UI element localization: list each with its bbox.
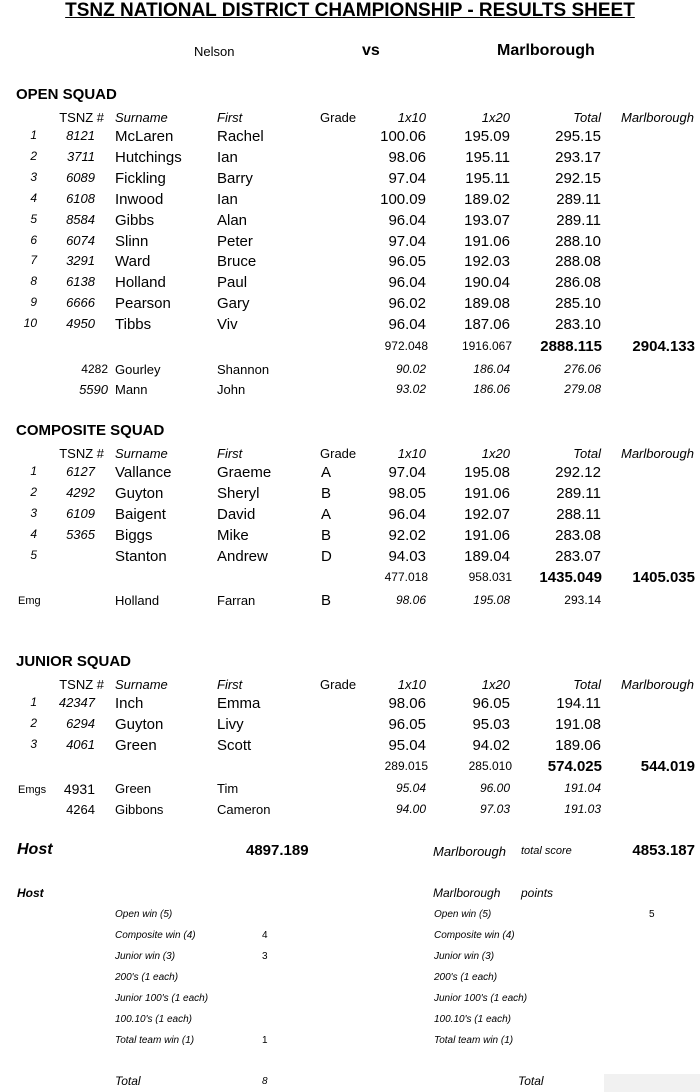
score-1x20: 96.05 <box>472 695 510 712</box>
col-1x10: 1x10 <box>397 110 426 125</box>
sum-1x20: 285.010 <box>468 759 512 773</box>
emergency-first-name: Shannon <box>217 362 270 377</box>
opponent-total-score: 4853.187 <box>632 842 695 859</box>
emergency-total: 293.14 <box>564 593 601 607</box>
col-tsnz: TSNZ # <box>59 110 104 125</box>
col-tsnz: TSNZ # <box>59 677 104 692</box>
total-score: 289.11 <box>556 190 601 208</box>
row-number: 4 <box>30 526 37 541</box>
score-1x20: 195.09 <box>464 128 510 145</box>
first-name: Paul <box>217 274 248 292</box>
points-opponent-label: Marlborough <box>433 886 501 900</box>
sum-total: 574.025 <box>547 758 602 775</box>
score-1x10: 100.06 <box>380 128 426 145</box>
tsnz-number: 6294 <box>66 716 95 731</box>
opponent-total: 2904.133 <box>632 338 695 355</box>
row-number: 1 <box>30 464 37 478</box>
surname: Slinn <box>115 232 149 250</box>
score-1x10: 100.09 <box>380 190 426 208</box>
points-criterion: Junior win (3) <box>434 951 495 962</box>
host-points-total: 8 <box>262 1076 268 1087</box>
emergency-surname: Green <box>115 781 152 796</box>
emergency-surname: Gourley <box>115 362 161 377</box>
col-tsnz: TSNZ # <box>59 446 104 461</box>
surname: Ward <box>115 253 151 271</box>
emergency-label: Emg <box>18 595 41 607</box>
row-number: 2 <box>30 148 37 163</box>
row-number: 6 <box>30 232 37 247</box>
points-criterion: 200's (1 each) <box>115 972 179 983</box>
score-1x20: 195.11 <box>465 169 510 187</box>
emergency-tsnz: 4264 <box>66 802 95 817</box>
points-total-label: Total <box>115 1074 141 1088</box>
row-number: 5 <box>30 211 37 226</box>
surname: Inwood <box>115 190 164 208</box>
score-1x20: 189.08 <box>464 295 510 313</box>
score-1x20: 189.02 <box>464 190 510 208</box>
first-name: Bruce <box>217 253 257 271</box>
total-score: 295.15 <box>555 128 601 145</box>
points-criterion: Open win (5) <box>115 909 173 920</box>
col-grade: Grade <box>320 110 357 125</box>
grade: D <box>321 547 332 565</box>
emergency-1x10: 94.00 <box>395 802 426 816</box>
first-name: Emma <box>217 695 261 712</box>
score-1x20: 192.07 <box>464 505 510 523</box>
row-number: 2 <box>30 716 37 730</box>
col-first: First <box>217 446 243 461</box>
points-criterion: Junior 100's (1 each) <box>115 993 209 1004</box>
total-score: 283.08 <box>555 526 601 544</box>
total-score: 191.08 <box>555 716 601 733</box>
score-1x20: 193.07 <box>464 211 510 229</box>
host-points: 1 <box>262 1035 268 1046</box>
score-1x10: 96.04 <box>388 211 426 229</box>
score-1x10: 92.02 <box>388 526 426 544</box>
emergency-1x20: 186.06 <box>473 382 510 396</box>
row-number: 9 <box>30 295 37 310</box>
col-1x10: 1x10 <box>397 446 426 461</box>
score-1x20: 94.02 <box>472 737 510 754</box>
first-name: David <box>217 505 256 523</box>
score-1x20: 191.06 <box>464 232 510 250</box>
score-1x20: 191.06 <box>464 484 510 502</box>
score-1x10: 96.02 <box>388 295 426 313</box>
total-score: 289.11 <box>556 211 601 229</box>
first-name: Sheryl <box>217 484 260 502</box>
row-number: 3 <box>30 505 37 520</box>
total-score: 285.10 <box>555 295 601 313</box>
emergency-first-name: John <box>217 382 246 397</box>
opponent-points: 5 <box>649 909 655 920</box>
page-title: TSNZ NATIONAL DISTRICT CHAMPIONSHIP - RESULTS SHEET <box>65 0 635 21</box>
surname: Biggs <box>115 526 153 544</box>
emergency-surname: Holland <box>115 593 160 608</box>
score-1x20: 192.03 <box>464 253 510 271</box>
row-number: 3 <box>30 737 37 751</box>
surname: Green <box>115 737 157 754</box>
sum-total: 1435.049 <box>539 569 602 586</box>
score-1x10: 98.06 <box>388 695 426 712</box>
first-name: Alan <box>217 211 248 229</box>
emergency-total: 191.04 <box>564 781 601 795</box>
grade: B <box>321 526 332 544</box>
surname: Guyton <box>115 484 164 502</box>
row-number: 1 <box>30 695 37 709</box>
emergency-first-name: Tim <box>217 781 239 796</box>
emergency-surname: Gibbons <box>115 802 164 817</box>
first-name: Graeme <box>217 464 272 481</box>
opponent-total: 544.019 <box>640 758 695 775</box>
score-1x10: 96.04 <box>388 274 426 292</box>
emergency-first-name: Cameron <box>217 802 271 817</box>
first-name: Ian <box>217 148 238 166</box>
col-1x10: 1x10 <box>397 677 426 692</box>
row-number: 1 <box>30 128 37 142</box>
col-surname: Surname <box>115 446 168 461</box>
total-score: 283.10 <box>555 316 601 334</box>
host-points: 3 <box>262 951 268 962</box>
score-1x10: 96.05 <box>388 716 426 733</box>
emergency-grade: B <box>321 592 332 609</box>
score-1x10: 95.04 <box>388 737 426 754</box>
tsnz-number: 3711 <box>67 148 95 164</box>
emergency-label: Emgs <box>18 784 47 796</box>
surname: Stanton <box>115 547 167 565</box>
grade: A <box>321 505 332 523</box>
col-first: First <box>217 110 243 125</box>
points-criterion: Junior win (3) <box>115 951 176 962</box>
points-label: points <box>521 886 554 900</box>
away-team: Marlborough <box>497 42 595 59</box>
tsnz-number: 6138 <box>66 274 95 290</box>
total-score: 286.08 <box>555 274 601 292</box>
score-1x20: 189.04 <box>464 547 510 565</box>
host-label: Host <box>17 841 53 858</box>
emergency-first-name: Farran <box>217 593 256 608</box>
emergency-tsnz: 4282 <box>81 362 108 376</box>
first-name: Ian <box>217 190 238 208</box>
first-name: Viv <box>217 316 238 334</box>
surname: Holland <box>115 274 166 292</box>
first-name: Andrew <box>217 547 268 565</box>
score-1x10: 97.04 <box>388 169 426 187</box>
surname: Tibbs <box>115 316 152 334</box>
emergency-surname: Mann <box>115 382 148 397</box>
col-first: First <box>217 677 243 692</box>
total-score: 293.17 <box>555 148 601 166</box>
emergency-1x20: 186.04 <box>473 362 510 376</box>
grade: B <box>321 484 332 502</box>
emergency-1x20: 195.08 <box>473 593 510 607</box>
first-name: Barry <box>217 169 253 187</box>
open-squad-heading: OPEN SQUAD <box>16 86 117 103</box>
emergency-1x10: 90.02 <box>395 362 426 376</box>
points-criterion: Total team win (1) <box>434 1035 514 1046</box>
sum-total: 2888.115 <box>540 338 602 355</box>
points-criterion: Open win (5) <box>434 909 492 920</box>
home-team: Nelson <box>194 44 235 59</box>
emergency-1x20: 97.03 <box>479 802 510 816</box>
first-name: Peter <box>217 232 253 250</box>
col-opponent: Marlborough <box>621 446 694 461</box>
tsnz-number: 6108 <box>66 190 95 206</box>
points-criterion: 100.10's (1 each) <box>434 1014 511 1025</box>
col-total: Total <box>573 446 601 461</box>
tsnz-number: 6127 <box>66 464 95 479</box>
surname: Gibbs <box>115 211 155 229</box>
row-number: 7 <box>30 253 37 268</box>
tsnz-number: 4292 <box>66 484 95 500</box>
score-1x20: 187.06 <box>464 316 510 334</box>
composite-squad-heading: COMPOSITE SQUAD <box>16 422 165 439</box>
tsnz-number: 8584 <box>66 211 95 227</box>
tsnz-number: 6074 <box>66 232 95 248</box>
shaded-cell <box>604 1074 700 1092</box>
score-1x20: 190.04 <box>464 274 510 292</box>
score-1x10: 96.05 <box>388 253 426 271</box>
sum-1x10: 477.018 <box>384 570 428 584</box>
col-surname: Surname <box>115 110 168 125</box>
total-score: 194.11 <box>556 695 601 712</box>
points-criterion: Composite win (4) <box>115 930 196 941</box>
score-1x10: 97.04 <box>388 464 426 481</box>
total-score: 189.06 <box>555 737 601 754</box>
emergency-1x10: 93.02 <box>395 382 426 396</box>
points-criterion: 200's (1 each) <box>434 972 498 983</box>
score-1x10: 96.04 <box>388 316 426 334</box>
total-score-label: total score <box>521 845 572 857</box>
col-grade: Grade <box>320 677 357 692</box>
score-1x20: 195.11 <box>465 148 510 166</box>
emergency-1x10: 98.06 <box>395 593 426 607</box>
first-name: Rachel <box>217 128 264 145</box>
surname: Fickling <box>115 169 166 187</box>
first-name: Scott <box>217 737 252 754</box>
row-number: 10 <box>23 316 37 331</box>
score-1x20: 191.06 <box>464 526 510 544</box>
sum-1x10: 289.015 <box>384 759 428 773</box>
first-name: Mike <box>217 526 249 544</box>
vs-label: vs <box>362 42 380 59</box>
score-1x10: 97.04 <box>388 232 426 250</box>
emergency-total: 279.08 <box>564 382 601 396</box>
col-total: Total <box>573 110 601 125</box>
col-surname: Surname <box>115 677 168 692</box>
opponent-total: 1405.035 <box>632 569 695 586</box>
score-1x20: 195.08 <box>464 464 510 481</box>
tsnz-number: 8121 <box>66 128 95 143</box>
score-1x10: 98.06 <box>388 148 426 166</box>
sum-1x20: 1916.067 <box>461 339 512 353</box>
tsnz-number: 42347 <box>58 695 95 710</box>
grade: A <box>321 464 332 481</box>
junior-squad-heading: JUNIOR SQUAD <box>16 653 132 670</box>
row-number: 8 <box>30 274 37 289</box>
surname: Pearson <box>115 295 171 313</box>
row-number: 2 <box>30 484 37 499</box>
score-1x10: 96.04 <box>388 505 426 523</box>
row-number: 3 <box>30 169 37 184</box>
surname: McLaren <box>115 128 174 145</box>
surname: Hutchings <box>115 148 182 166</box>
surname: Baigent <box>115 505 166 523</box>
tsnz-number: 4950 <box>66 316 95 332</box>
points-host-label: Host <box>17 886 44 900</box>
emergency-1x20: 96.00 <box>479 781 510 795</box>
col-total: Total <box>573 677 601 692</box>
tsnz-number: 6089 <box>66 169 95 185</box>
emergency-tsnz: 5590 <box>79 382 108 397</box>
first-name: Livy <box>217 716 244 733</box>
col-1x20: 1x20 <box>481 677 510 692</box>
col-opponent: Marlborough <box>621 677 694 692</box>
row-number: 5 <box>30 547 37 562</box>
points-criterion: Junior 100's (1 each) <box>434 993 528 1004</box>
host-points: 4 <box>262 930 268 941</box>
score-1x10: 94.03 <box>388 547 426 565</box>
points-criterion: Total team win (1) <box>115 1035 195 1046</box>
col-1x20: 1x20 <box>481 446 510 461</box>
col-opponent: Marlborough <box>621 110 694 125</box>
emergency-tsnz: 4931 <box>63 781 95 797</box>
points-criterion: 100.10's (1 each) <box>115 1014 192 1025</box>
opponent-name: Marlborough <box>433 844 506 859</box>
points-criterion: Composite win (4) <box>434 930 515 941</box>
host-total-score: 4897.189 <box>246 842 309 859</box>
emergency-1x10: 95.04 <box>395 781 426 795</box>
first-name: Gary <box>217 295 250 313</box>
row-number: 4 <box>30 190 37 205</box>
tsnz-number: 4061 <box>66 737 95 752</box>
total-score: 288.08 <box>555 253 601 271</box>
total-score: 288.11 <box>556 505 601 523</box>
points-total-label: Total <box>518 1074 544 1088</box>
tsnz-number: 6109 <box>66 505 95 521</box>
total-score: 292.15 <box>555 169 601 187</box>
emergency-total: 191.03 <box>564 802 601 816</box>
tsnz-number: 5365 <box>66 526 95 542</box>
sum-1x10: 972.048 <box>384 339 428 353</box>
col-grade: Grade <box>320 446 357 461</box>
sum-1x20: 958.031 <box>468 570 512 584</box>
total-score: 292.12 <box>555 464 601 481</box>
tsnz-number: 3291 <box>66 253 95 269</box>
surname: Guyton <box>115 716 164 733</box>
total-score: 283.07 <box>555 547 601 565</box>
total-score: 289.11 <box>556 484 601 502</box>
surname: Vallance <box>115 464 172 481</box>
total-score: 288.10 <box>555 232 601 250</box>
score-1x20: 95.03 <box>472 716 510 733</box>
tsnz-number: 6666 <box>66 295 95 311</box>
emergency-total: 276.06 <box>564 362 601 376</box>
score-1x10: 98.05 <box>388 484 426 502</box>
surname: Inch <box>115 695 144 712</box>
col-1x20: 1x20 <box>481 110 510 125</box>
